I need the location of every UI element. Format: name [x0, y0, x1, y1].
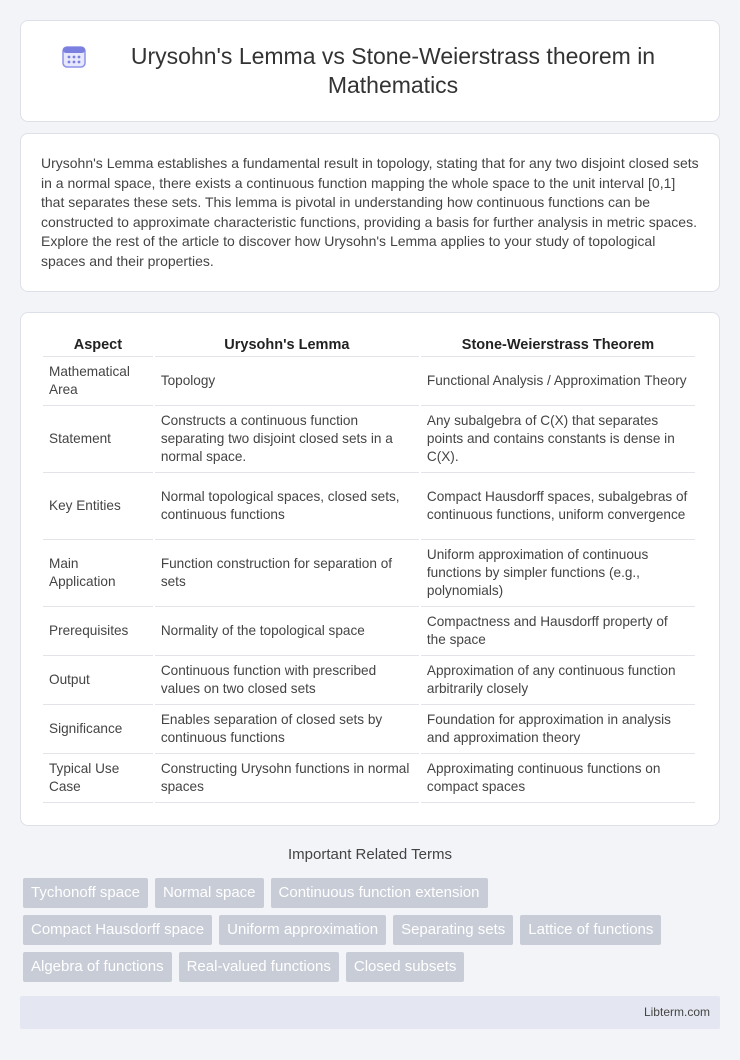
comparison-table [41, 333, 697, 803]
table-cell: Any subalgebra of C(X) that separates points and contains constants is dense in C(X). [421, 406, 695, 473]
table-cell: Significance [43, 705, 153, 754]
table-cell: Functional Analysis / Approximation Theory [421, 357, 695, 406]
footer-site-link[interactable]: Libterm.com [643, 1005, 710, 1019]
table-cell: Normal topological spaces, closed sets, continuous functions [155, 473, 419, 540]
table-cell: Uniform approximation of continuous functions by simpler functions (e.g., polynomials) [421, 540, 695, 607]
table-cell: Statement [43, 406, 153, 473]
calendar-icon [61, 43, 87, 69]
table-cell: Constructs a continuous function separating two disjoint closed sets in a normal space. [155, 406, 419, 473]
column-header-aspect: Aspect [43, 333, 153, 357]
tag-row [23, 952, 723, 982]
comparison-card [20, 312, 720, 826]
tag-row [23, 915, 723, 945]
column-header-stone-weierstrass: Stone-Weierstrass Theorem [421, 333, 695, 357]
tag-compact-hausdorff-space[interactable]: Compact Hausdorff space [23, 915, 212, 945]
table-row [43, 540, 695, 607]
table-row [43, 406, 695, 473]
table-cell: Compact Hausdorff spaces, subalgebras of continuous functions, uniform convergence [421, 473, 695, 540]
table-cell: Topology [155, 357, 419, 406]
tag-row [23, 878, 723, 908]
table-cell: Prerequisites [43, 607, 153, 656]
table-row [43, 473, 695, 540]
table-cell: Approximating continuous functions on compact spaces [421, 754, 695, 803]
table-cell: Compactness and Hausdorff property of the space [421, 607, 695, 656]
table-row [43, 754, 695, 803]
tag-lattice-of-functions[interactable]: Lattice of functions [520, 915, 661, 945]
tag-normal-space[interactable]: Normal space [155, 878, 264, 908]
table-cell: Constructing Urysohn functions in normal spaces [155, 754, 419, 803]
footer [20, 996, 720, 1029]
table-cell: Output [43, 656, 153, 705]
table-row [43, 357, 695, 406]
table-cell: Continuous function with prescribed values on two closed sets [155, 656, 419, 705]
table-cell: Normality of the topological space [155, 607, 419, 656]
table-cell: Approximation of any continuous function arbitrarily closely [421, 656, 695, 705]
tag-continuous-function-extension[interactable]: Continuous function extension [271, 878, 488, 908]
table-cell: Foundation for approximation in analysis and approximation theory [421, 705, 695, 754]
table-row [43, 656, 695, 705]
table-header-row [43, 333, 695, 357]
related-terms-list [23, 878, 723, 989]
page-title: Urysohn's Lemma vs Stone-Weierstrass theorem in Mathematics [130, 43, 656, 98]
tag-real-valued-functions[interactable]: Real-valued functions [179, 952, 339, 982]
table-row [43, 607, 695, 656]
table-cell: Enables separation of closed sets by continuous functions [155, 705, 419, 754]
table-cell: Key Entities [43, 473, 153, 540]
table-cell: Main Application [43, 540, 153, 607]
table-cell: Mathematical Area [43, 357, 153, 406]
table-cell: Function construction for separation of sets [155, 540, 419, 607]
table-row [43, 705, 695, 754]
tag-closed-subsets[interactable]: Closed subsets [346, 952, 465, 982]
tag-tychonoff-space[interactable]: Tychonoff space [23, 878, 148, 908]
intro-card [20, 133, 720, 292]
tag-uniform-approximation[interactable]: Uniform approximation [219, 915, 386, 945]
tag-algebra-of-functions[interactable]: Algebra of functions [23, 952, 172, 982]
tag-separating-sets[interactable]: Separating sets [393, 915, 513, 945]
header-card [20, 20, 720, 122]
table-cell: Typical Use Case [43, 754, 153, 803]
intro-paragraph: Urysohn's Lemma establishes a fundamental result in topology, stating that for any two disjoint closed sets in a normal space, there exists a continuous function mapping the whole space to the unit interval [0,1] that separates these sets. This lemma is pivotal in understanding how continuous functions can be constructed to approximate characteristic functions, providing a basis for further analysis in metric spaces. Explore the rest of the article to discover how Urysohn's Lemma applies to your study of topological spaces and their properties. [41, 155, 699, 269]
column-header-urysohn: Urysohn's Lemma [155, 333, 419, 357]
related-terms-title: Important Related Terms [288, 846, 452, 863]
